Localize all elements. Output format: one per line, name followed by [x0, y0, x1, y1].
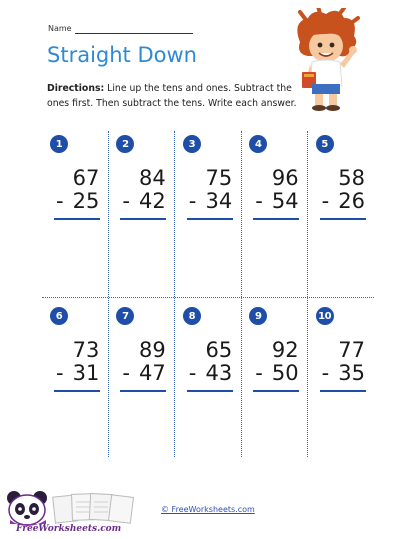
subtrahend: 54 — [271, 189, 299, 213]
answer-line[interactable] — [120, 390, 166, 392]
minus-sign: - — [255, 361, 263, 385]
directions-label: Directions: — [47, 83, 105, 94]
answer-line[interactable] — [120, 218, 166, 220]
directions — [47, 82, 297, 111]
minus-sign: - — [255, 189, 263, 213]
page-title: Straight Down — [47, 43, 197, 67]
subtrahend: 42 — [139, 189, 166, 213]
problem-6 — [42, 299, 108, 469]
minuend: 84 — [139, 166, 166, 190]
kid-illustration-icon — [286, 8, 368, 112]
minuend: 58 — [338, 166, 365, 190]
answer-line[interactable] — [320, 390, 366, 392]
minuend: 92 — [271, 338, 299, 362]
minuend: 75 — [205, 166, 233, 190]
answer-line[interactable] — [54, 218, 100, 220]
problem-10 — [308, 299, 374, 469]
problem-1 — [42, 127, 108, 297]
subtrahend: 25 — [72, 189, 100, 213]
problem-4 — [241, 127, 307, 297]
problem-number-badge: 6 — [50, 307, 68, 325]
answer-line[interactable] — [253, 218, 299, 220]
minus-sign: - — [321, 189, 330, 213]
column-divider — [241, 131, 242, 457]
row-divider — [42, 297, 374, 298]
directions-text: Line up the tens and ones. Subtract the ones first. Then subtract the tens. Write each answer. — [47, 83, 297, 109]
minus-sign: - — [122, 361, 130, 385]
minus-sign: - — [321, 361, 330, 385]
minuend: 96 — [271, 166, 299, 190]
minus-sign: - — [188, 189, 197, 213]
credit-link[interactable]: © FreeWorksheets.com — [161, 505, 255, 514]
column-divider — [174, 131, 175, 457]
answer-line[interactable] — [320, 218, 366, 220]
answer-line[interactable] — [54, 390, 100, 392]
subtrahend: 35 — [338, 361, 365, 385]
problem-number-badge: 5 — [316, 135, 334, 153]
worksheet-thumbnails-icon — [52, 490, 140, 524]
subtrahend: 50 — [271, 361, 299, 385]
brand-wordmark: FreeWorksheets.com — [16, 524, 122, 534]
problem-number-badge: 1 — [50, 135, 68, 153]
problem-2 — [108, 127, 174, 297]
problem-number-badge: 10 — [316, 307, 334, 325]
problem-number-badge: 8 — [183, 307, 201, 325]
problem-grid — [42, 127, 374, 459]
minuend: 67 — [72, 166, 100, 190]
minus-sign: - — [56, 189, 64, 213]
problem-8 — [175, 299, 241, 469]
minuend: 73 — [72, 338, 100, 362]
problem-number-badge: 3 — [183, 135, 201, 153]
answer-line[interactable] — [187, 390, 233, 392]
minus-sign: - — [188, 361, 197, 385]
subtrahend: 34 — [205, 189, 233, 213]
answer-line[interactable] — [253, 390, 299, 392]
subtrahend: 43 — [205, 361, 233, 385]
name-label: Name — [48, 24, 72, 33]
problem-number-badge: 4 — [249, 135, 267, 153]
minus-sign: - — [56, 361, 64, 385]
column-divider — [307, 131, 308, 457]
subtrahend: 26 — [338, 189, 365, 213]
subtrahend: 47 — [139, 361, 166, 385]
problem-number-badge: 9 — [249, 307, 267, 325]
subtrahend: 31 — [72, 361, 100, 385]
minuend: 89 — [139, 338, 166, 362]
problem-number-badge: 7 — [116, 307, 134, 325]
problem-7 — [108, 299, 174, 469]
answer-line[interactable] — [187, 218, 233, 220]
minuend: 77 — [338, 338, 365, 362]
problem-number-badge: 2 — [116, 135, 134, 153]
minuend: 65 — [205, 338, 233, 362]
problem-3 — [175, 127, 241, 297]
column-divider — [108, 131, 109, 457]
problem-5 — [308, 127, 374, 297]
problem-9 — [241, 299, 307, 469]
minus-sign: - — [122, 189, 130, 213]
name-line[interactable] — [75, 33, 193, 34]
